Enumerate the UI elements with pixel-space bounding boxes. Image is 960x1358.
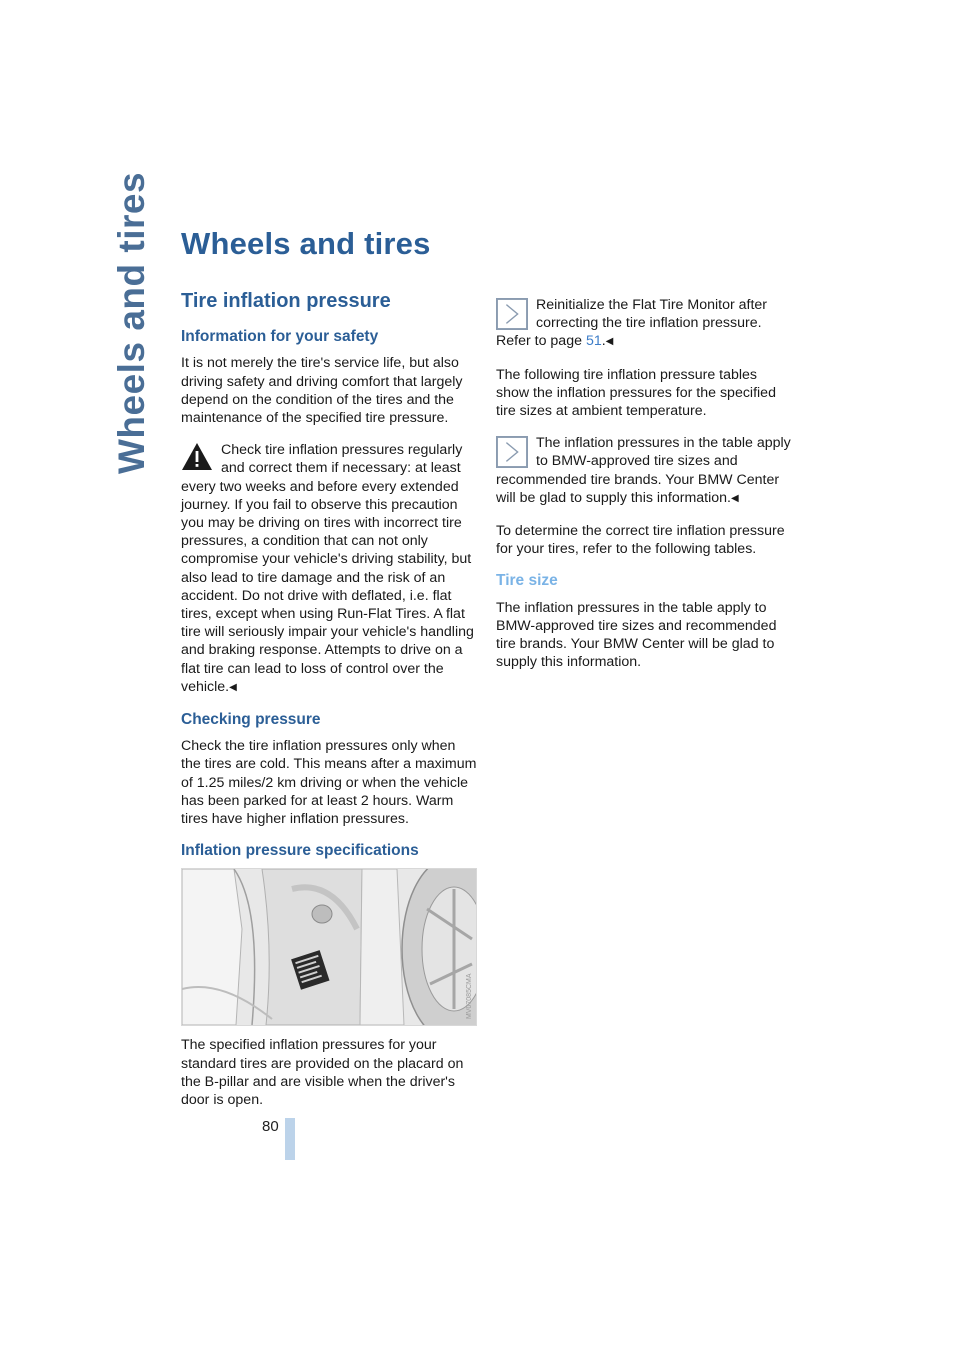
page-number: 80 [262, 1118, 279, 1135]
section-title: Tire inflation pressure [181, 290, 391, 312]
arrow-note-icon [496, 436, 528, 468]
determine-pressure-text: To determine the correct tire inflation pressure for your tires, refer to the following tables. [496, 523, 785, 558]
chapter-title: Wheels and tires [181, 226, 431, 261]
figure-code: MV07085CMA [466, 973, 473, 1020]
end-mark: ◀ [229, 681, 237, 693]
tire-size-text: The inflation pressures in the table apply to BMW-approved tire sizes and recommended tire brands. Your BMW Center will be glad to supply this information. [496, 599, 777, 671]
warning-triangle-icon [181, 441, 213, 473]
page-number-bar [285, 1118, 295, 1160]
left-column [181, 292, 477, 1117]
placard-caption: The specified inflation pressures for your standard tires are provided on the placard on the B-pillar and are visible when the driver's door is open. [181, 1037, 464, 1109]
side-chapter-title: Wheels and tires [111, 171, 152, 474]
page-link-51[interactable]: 51 [585, 333, 602, 350]
end-mark: ◀ [731, 492, 739, 504]
info-safety-intro: It is not merely the tire's service life, but also driving safety and driving comfort that largely depend on the condition of the tires and the maintenance of the specified tire pressure. [181, 355, 463, 427]
info-safety-heading: Information for your safety [181, 328, 379, 346]
safety-warning [181, 441, 477, 697]
reinit-note: Reinitialize the Flat Tire Monitor after correcting the tire inflation pressure. Refer to page 51.◀ [496, 297, 768, 350]
tables-intro-text: The following tire inflation pressure tables show the inflation pressures for the specified tire sizes at ambient temperature. [496, 366, 776, 420]
reinit-text: Reinitialize the Flat Tire Monitor after correcting the tire inflation pressure. Refer to page [496, 297, 768, 350]
safety-warning-text: Check tire inflation pressures regularly and correct them if necessary: at least every two weeks and before every extended journey. If you fail to observe this precaution you may be driving on tires with incorrect tire pressures, a condition that can not only compromise your vehicle's driving stability, but also lead to tire damage and the risk of an accident. Do not drive with deflated, i.e. flat tires, except when using Run-Flat Tires. A flat tire will seriously impair your vehicle's handling and braking response. Attempts to drive on a flat tire can lead to loss of control over the vehicle. [181, 442, 474, 695]
inflation-specs-heading: Inflation pressure specifications [181, 842, 419, 860]
checking-pressure-text: Check the tire inflation pressures only when the tires are cold. This means after a maximum of 1.25 miles/2 km driving or when the vehicle has been parked for at least 2 hours. Warm tires have higher inflation pressures. [181, 738, 477, 828]
arrow-note-icon [496, 298, 528, 330]
tire-size-heading: Tire size [496, 572, 558, 590]
approved-sizes-note [496, 434, 792, 508]
approved-sizes-text: The inflation pressures in the table apply to BMW-approved tire sizes and recommended tire brands. Your BMW Center will be glad to supply this information. [496, 435, 791, 506]
right-column [496, 296, 792, 679]
b-pillar-illustration [182, 869, 476, 1025]
end-mark: ◀ [605, 336, 614, 348]
b-pillar-placard-figure [181, 868, 477, 1026]
checking-pressure-heading: Checking pressure [181, 711, 321, 729]
